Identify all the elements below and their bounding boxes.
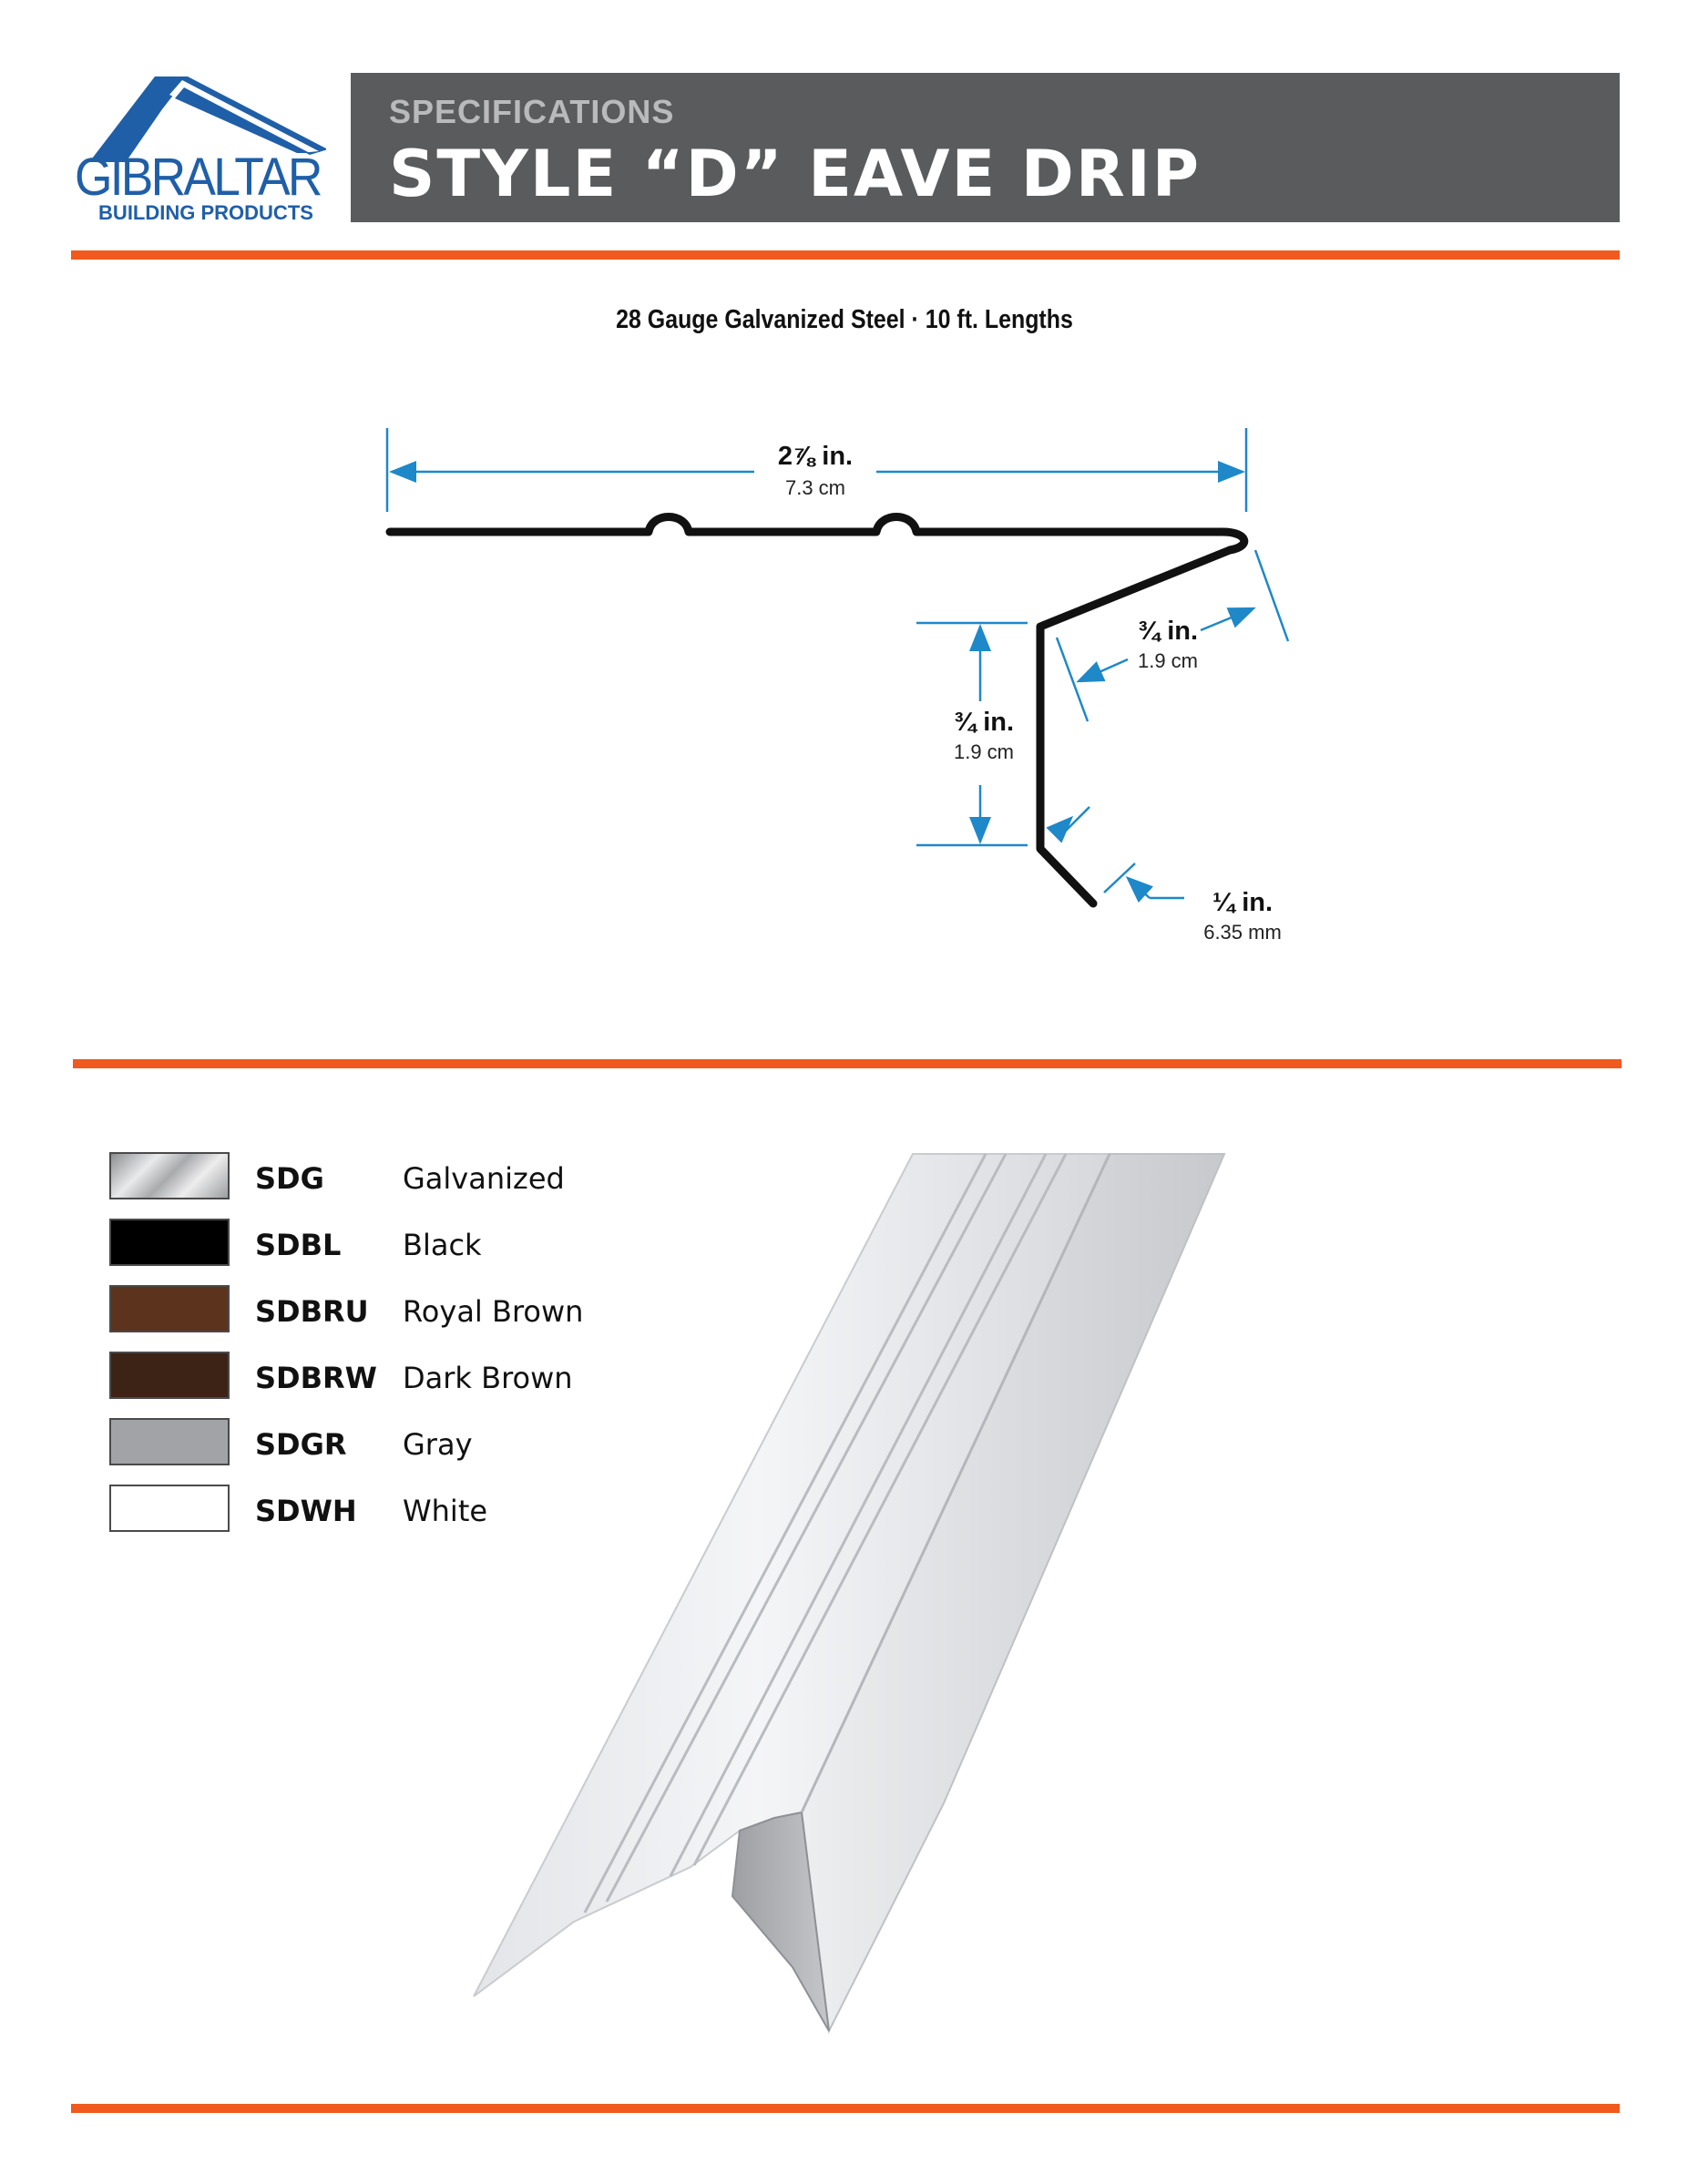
color-name: Dark Brown xyxy=(403,1361,573,1395)
flange-dimension-label: ¾ in. xyxy=(1137,617,1199,646)
logo-subtitle: BUILDING PRODUCTS xyxy=(98,201,313,224)
divider-bottom xyxy=(71,2104,1620,2113)
width-dimension-metric: 7.3 cm xyxy=(784,476,846,499)
width-dimension-label: 2⅞ in. xyxy=(777,442,854,471)
color-code: SDGR xyxy=(255,1427,347,1462)
face-dimension-label: ¾ in. xyxy=(953,708,1015,737)
flange-dimension-metric: 1.9 cm xyxy=(1137,649,1199,672)
kick-dimension-label: ¼ in. xyxy=(1212,888,1274,917)
color-code: SDWH xyxy=(255,1494,357,1528)
color-name: Black xyxy=(403,1228,482,1262)
color-code: SDG xyxy=(255,1161,324,1196)
logo-wordmark: GIBRALTAR xyxy=(75,148,321,207)
color-name: Royal Brown xyxy=(403,1294,584,1329)
kick-dimension-metric: 6.35 mm xyxy=(1203,921,1282,944)
page-title: STYLE “D” EAVE DRIP xyxy=(389,137,1202,211)
color-code: SDBRW xyxy=(255,1361,377,1395)
color-name: Gray xyxy=(403,1427,473,1462)
color-code: SDBL xyxy=(255,1228,342,1262)
material-spec: 28 Gauge Galvanized Steel · 10 ft. Lengths xyxy=(616,305,1073,334)
color-name: Galvanized xyxy=(403,1161,565,1196)
face-dimension-metric: 1.9 cm xyxy=(953,740,1015,763)
color-name: White xyxy=(403,1494,488,1528)
title-kicker: SPECIFICATIONS xyxy=(389,93,675,130)
color-code: SDBRU xyxy=(255,1294,369,1329)
